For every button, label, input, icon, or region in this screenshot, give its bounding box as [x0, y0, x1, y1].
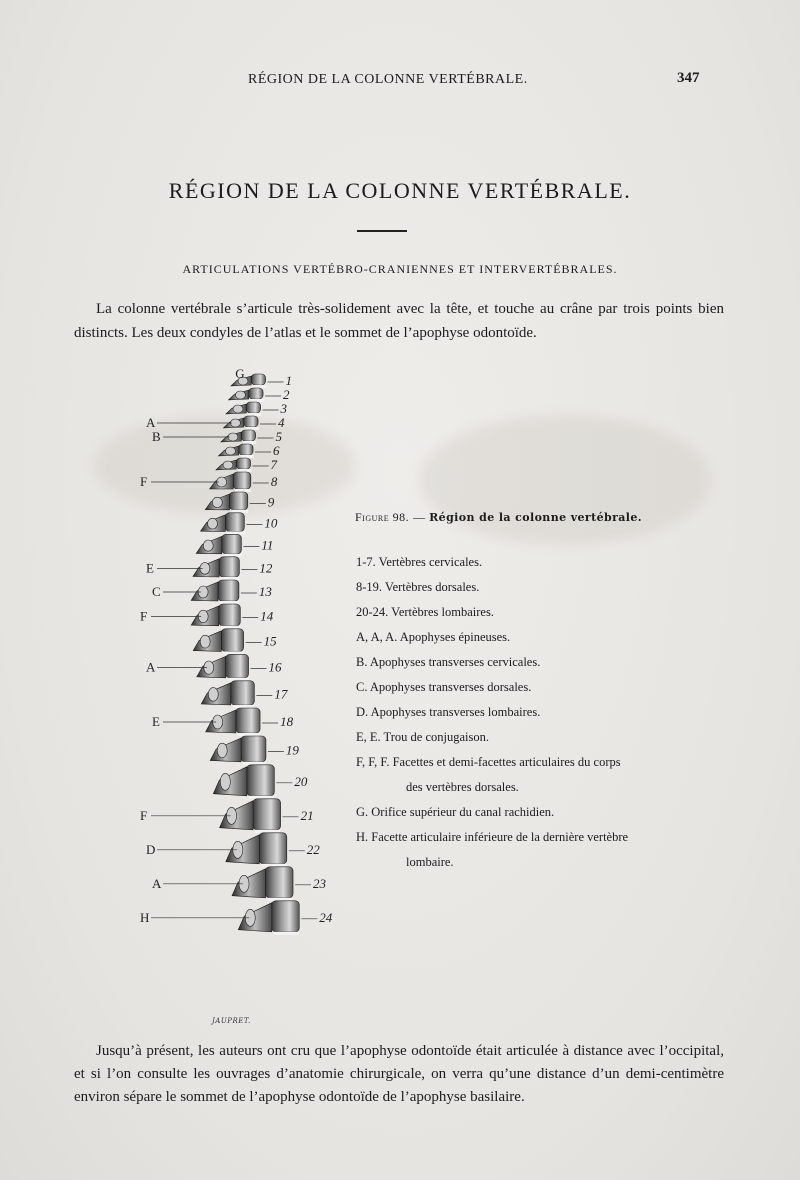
vertebra [201, 681, 254, 708]
vertebra [226, 402, 261, 416]
vertebra [228, 388, 263, 402]
legend-item: F, F, F. Facettes et demi-facettes articulaires du corps [356, 755, 621, 769]
legend-item: H. Facette articulaire inférieure de la dernière vertèbre [356, 830, 629, 844]
anatomy-letter-label: A [146, 415, 156, 430]
legend-item: E, E. Trou de conjugaison. [356, 730, 489, 744]
anatomy-letter-label: F [140, 608, 148, 624]
vertebra-number-label: 23 [313, 875, 327, 891]
legend-item: C. Apophyses transverses dorsales. [356, 680, 532, 694]
vertebra-number-label: 22 [306, 841, 320, 857]
vertebra-number-label: 2 [283, 387, 290, 402]
vertebra-number-label: 14 [260, 608, 274, 624]
legend-item: 8-19. Vertèbres dorsales. [356, 580, 480, 594]
vertebra [201, 513, 245, 535]
vertebra-number-label: 18 [280, 714, 294, 729]
vertebra-number-label: 16 [268, 659, 282, 675]
vertebra-number-label: 5 [275, 429, 283, 444]
anatomy-letter-label: A [146, 659, 156, 675]
anatomy-letter-label: B [152, 429, 161, 444]
vertebra [196, 534, 241, 556]
vertebra [210, 736, 266, 765]
vertebra-number-label: 11 [261, 537, 274, 553]
anatomy-letter-label: H [140, 909, 150, 925]
legend-item: 20-24. Vertèbres lombaires. [356, 605, 494, 619]
anatomy-letter-label: A [152, 875, 162, 891]
vertebra [218, 444, 253, 458]
legend-item: 1-7. Vertèbres cervicales. [356, 555, 483, 569]
legend-item: G. Orifice supérieur du canal rachidien. [356, 805, 555, 819]
figure-number: Figure 98. [355, 510, 410, 524]
anatomy-letter-label: E [152, 714, 160, 729]
vertebra [216, 458, 251, 472]
anatomy-letter-label: E [146, 560, 154, 576]
running-head: RÉGION DE LA COLONNE VERTÉBRALE. [248, 72, 528, 87]
vertebra-number-label: 19 [285, 742, 299, 758]
section-title: ARTICULATIONS VERTÉBRO-CRANIENNES ET INTERVERTÉBRALES. [182, 262, 618, 276]
vertebra-number-label: 10 [264, 515, 278, 531]
legend-item: lombaire. [406, 855, 454, 869]
page-number: 347 [677, 70, 700, 86]
vertebra-number-label: 7 [270, 457, 278, 472]
vertebra [205, 492, 248, 513]
vertebrae-group [191, 374, 299, 935]
artist-signature: JAUPRET. [212, 1017, 251, 1025]
vertebra-number-label: 9 [267, 494, 275, 510]
vertebra [213, 765, 274, 799]
vertebra-number-label: 3 [280, 401, 288, 416]
vertebra-number-label: 8 [270, 474, 278, 489]
vertebra-number-label: 17 [274, 686, 288, 702]
legend-item: des vertèbres dorsales. [406, 780, 519, 794]
caption-dash: — [413, 510, 426, 524]
figure-title: Région de la colonne vertébrale. [429, 511, 643, 524]
page-title: RÉGION DE LA COLONNE VERTÉBRALE. [168, 178, 632, 203]
vertebra-number-label: 15 [263, 633, 277, 649]
vertebra-number-label: 6 [273, 443, 280, 458]
vertebra-number-label: 1 [285, 373, 293, 388]
legend-item: A, A, A. Apophyses épineuses. [356, 630, 511, 644]
body-paragraph: Jusqu’à présent, les auteurs ont cru que l’apophyse odontoïde était articulée à distance avec l’occipital, et si l’on consulte les ouvrages d’anatomie chirurgicale, on verra qu’une distance d’un demi-centimètre environ sépare le sommet de l’apophyse odontoïde de l’apophyse basilaire. [74, 1043, 724, 1105]
anatomy-letter-label: D [146, 841, 156, 857]
vertebra-number-label: 24 [319, 909, 333, 925]
legend-item: D. Apophyses transverses lombaires. [356, 705, 541, 719]
anatomy-letter-label: G [235, 366, 245, 381]
figure-legend [356, 550, 686, 875]
spine-illustration [120, 360, 340, 1010]
intro-paragraph: La colonne vertébrale s’articule très-solidement avec la tête, et touche au crâne par trois points bien distincts. Les deux condyles de l’atlas et le sommet de l’apophyse odontoïde. [74, 301, 724, 341]
vertebra-number-label: 4 [278, 415, 285, 430]
vertebra-number-label: 13 [258, 584, 272, 599]
vertebra-number-label: 12 [259, 560, 273, 576]
title-divider [357, 230, 407, 232]
anatomy-letter-label: F [140, 807, 148, 823]
legend-item: B. Apophyses transverses cervicales. [356, 655, 541, 669]
vertebra-number-label: 20 [294, 773, 308, 789]
figure-caption [355, 510, 642, 525]
vertebra-number-label: 21 [300, 807, 314, 823]
vertebra [193, 629, 243, 655]
anatomy-letter-label: F [140, 474, 148, 489]
anatomy-letter-label: C [152, 584, 161, 599]
bleed-through-skull-right [420, 415, 710, 545]
